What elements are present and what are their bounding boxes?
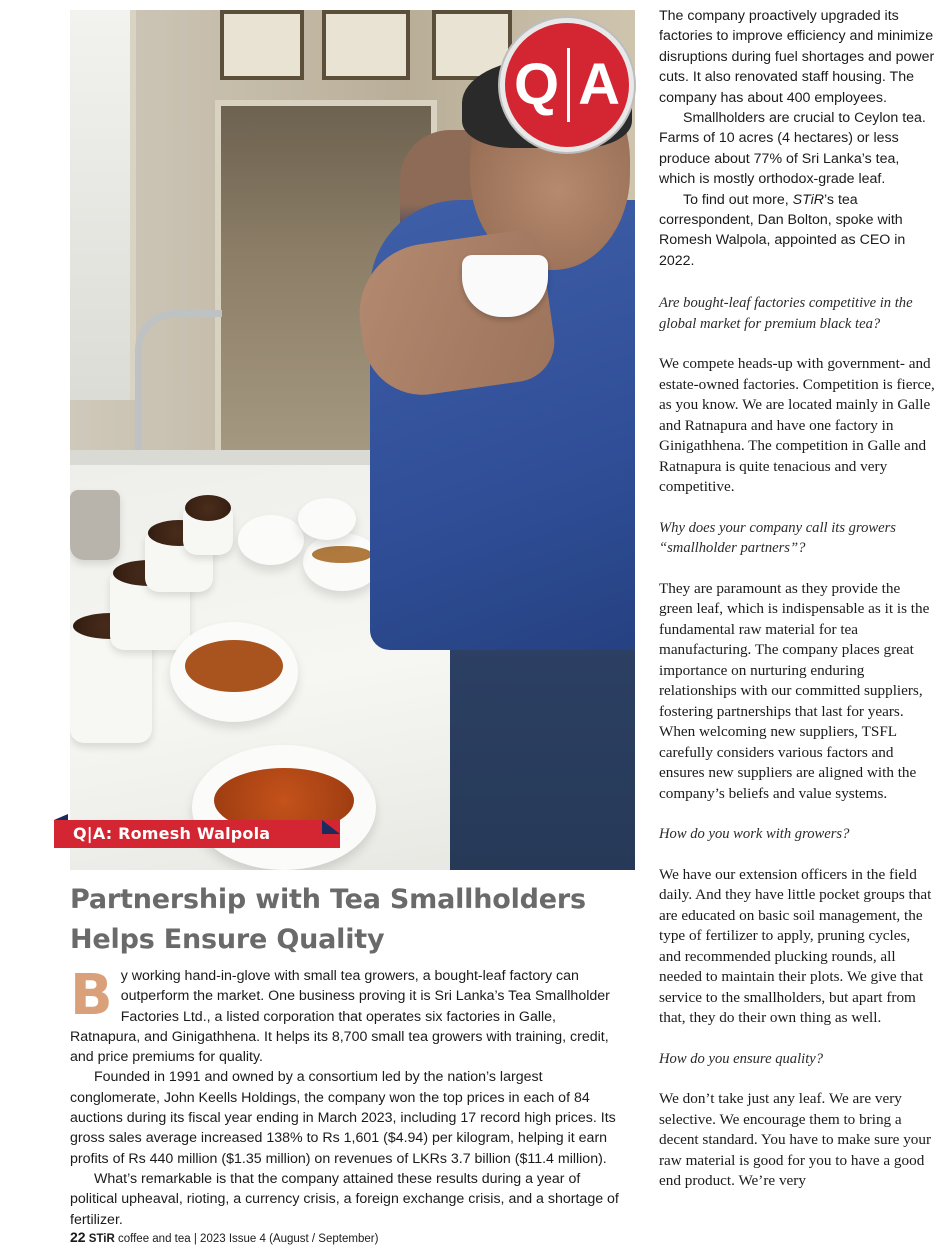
interview-answer: They are paramount as they provide the green leaf, which is indispensable as it is the fundamental raw material for tea manufacturing. The company places great importance on nurturing enduring relationships with our committed suppliers, fostering partnerships that last for years. When welcoming new suppliers, TSFL carefully considers various factors and ensures new suppliers are aligned with the company’s beliefs and value systems. [659, 579, 930, 802]
photo-tea-cup [238, 515, 304, 565]
interview-question: Why does your company call its growers “smallholder partners”? [659, 519, 896, 557]
drop-cap: B [70, 963, 113, 1028]
photo-leaf-pot [183, 507, 233, 555]
photo-wall-frame [322, 10, 410, 80]
intro-text-part: To find out more, [683, 191, 793, 208]
page-footer [70, 1229, 378, 1245]
intro-paragraph: Smallholders are crucial to Ceylon tea. Farms of 10 acres (4 hectares) or less produce about 77% of Sri Lanka’s tea, which is mostly orthodox-grade leaf. [659, 110, 926, 188]
footer-brand: STiR [88, 1233, 115, 1245]
intro-paragraph [659, 190, 935, 272]
interview-question: How do you work with growers? [659, 826, 850, 843]
interview-question: Are bought-leaf factories competitive in the global market for premium black tea? [659, 295, 913, 332]
footer-publication: coffee and tea [114, 1233, 194, 1245]
article-body-right [659, 6, 935, 1192]
photo-tea-cup [192, 745, 376, 870]
photo-tea-cup [170, 622, 298, 722]
headline-line-2: Helps Ensure Quality [70, 924, 385, 955]
intro-text-part: ’s tea correspondent, Dan Bolton, spoke with Romesh Walpola, appointed as CEO in 2022. [659, 191, 906, 269]
interview-answer: We have our extension officers in the field daily. And they have little pocket groups that are educated on basic soil management, the type of fertilizer to apply, pruning cycles, and recommended plucking rounds, all needed to maintain their plots. We give that service to the smallholders, but apart from that, they do their own thing as well. [659, 865, 932, 1027]
footer-issue: | 2023 Issue 4 (August / September) [193, 1233, 379, 1245]
photo-wall-frame [220, 10, 304, 80]
interview-question: How do you ensure quality? [659, 1050, 824, 1067]
photo-tap [135, 310, 222, 467]
body-paragraph-text: y working hand-in-glove with small tea growers, a bought-leaf factory can outperform the market. One business proving it is Sri Lanka’s Tea Smallholder Factories Ltd., a listed corporation that operates six factories in Galle, Ratnapura, and Ginigathhena. It helps its 8,700 small tea growers with training, credit, and price premiums for quality. [70, 968, 610, 1066]
interview-answer: We compete heads-up with government- and estate-owned factories. Competition is fierce, as you know. We are located mainly in Galle and Ratnapura and have one factory in Ginigathhena. The competition in Galle and Ratnapura is quite tenacious and very competitive. [659, 355, 935, 496]
photo-window [70, 10, 136, 400]
qa-badge-q: Q [513, 52, 560, 117]
body-paragraph: Founded in 1991 and owned by a consortium led by the nation’s largest conglomerate, John Keells Holdings, the company won the top prices in each of 84 auctions during its fiscal year ending in March 2023, including 17 record high prices. Its gross sales average increased 138% to Rs 1,601 ($4.94) per kilogram, helping it earn profits of Rs 440 million ($1.35 million) on revenues of LKRs 3.7 billion ($11.4 million). [70, 1069, 616, 1167]
intro-text [659, 6, 935, 271]
interview-answer: We don’t take just any leaf. We are very selective. We encourage them to bring a decent standard. You have to make sure your raw material is good for you to have a good end product. We’re very [659, 1090, 932, 1190]
qa-badge-divider [567, 48, 570, 122]
body-paragraph: What’s remarkable is that the company attained these results during a year of political upheaval, rioting, a currency crisis, a foreign exchange crisis, and a shortage of fertilizer. [70, 1170, 619, 1228]
headline-line-1: Partnership with Tea Smallholders [70, 884, 586, 915]
photo-jar [70, 490, 120, 560]
article-body-left [70, 963, 630, 1230]
article-headline [70, 880, 640, 960]
body-paragraph [70, 963, 630, 1067]
qa-badge-a: A [578, 52, 620, 117]
section-banner-label: Q|A: Romesh Walpola [73, 824, 271, 843]
qa-badge [500, 18, 634, 152]
photo-tea-cup [298, 498, 356, 540]
intro-paragraph: The company proactively upgraded its factories to improve efficiency and minimize disruptions during fuel shortages and power cuts. It also renovated staff housing. The company has about 400 employees. [659, 8, 935, 106]
publication-name: STiR [792, 191, 825, 208]
page-number: 22 [70, 1229, 86, 1245]
